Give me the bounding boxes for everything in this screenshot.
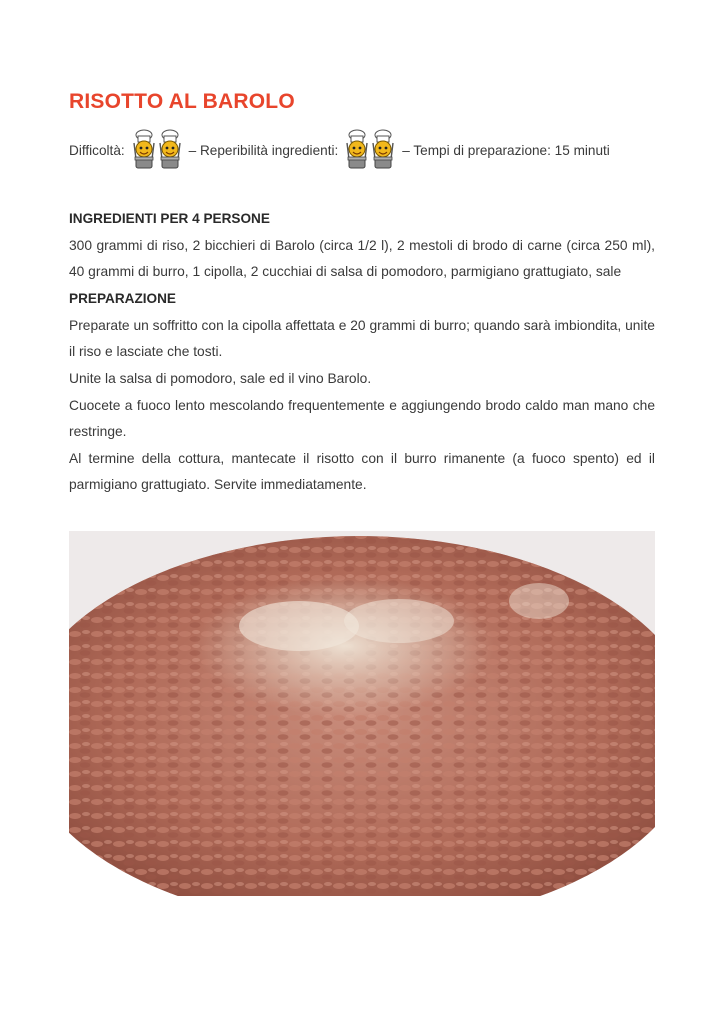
risotto-photo	[69, 531, 655, 896]
availability-label: – Reperibilità ingredienti:	[188, 142, 339, 158]
chef-icon	[131, 129, 157, 171]
difficulty-rating	[131, 129, 183, 171]
chef-icon	[370, 129, 396, 171]
preparation-heading: PREPARAZIONE	[69, 291, 176, 306]
preparation-step: Unite la salsa di pomodoro, sale ed il vino Barolo.	[69, 371, 372, 386]
preparation-step: Preparate un soffritto con la cipolla affettata e 20 grammi di burro; quando sarà imbiondita, unite il riso e lasciate che tosti.	[69, 318, 655, 359]
chef-icon	[157, 129, 183, 171]
chef-icon	[344, 129, 370, 171]
availability-rating	[344, 129, 396, 171]
preparation-step: Cuocete a fuoco lento mescolando frequentemente e aggiungendo brodo caldo man mano che restringe.	[69, 398, 655, 439]
difficulty-label: Difficoltà:	[69, 142, 125, 158]
page-title: RISOTTO AL BAROLO	[69, 90, 295, 113]
ingredients-text: 300 grammi di riso, 2 bicchieri di Barolo (circa 1/2 l), 2 mestoli di brodo di carne (circa 250 ml), 40 grammi di burro, 1 cipolla, 2 cucchiai di salsa di pomodoro, parmigiano grattugiato, sale	[69, 238, 655, 279]
ingredients-heading: INGREDIENTI PER 4 PERSONE	[69, 211, 270, 226]
recipe-meta-row	[69, 128, 669, 172]
preparation-step: Al termine della cottura, mantecate il risotto con il burro rimanente (a fuoco spento) ed il parmigiano grattugiato. Servite immediatamente.	[69, 451, 655, 492]
prep-time: – Tempi di preparazione: 15 minuti	[402, 142, 610, 158]
